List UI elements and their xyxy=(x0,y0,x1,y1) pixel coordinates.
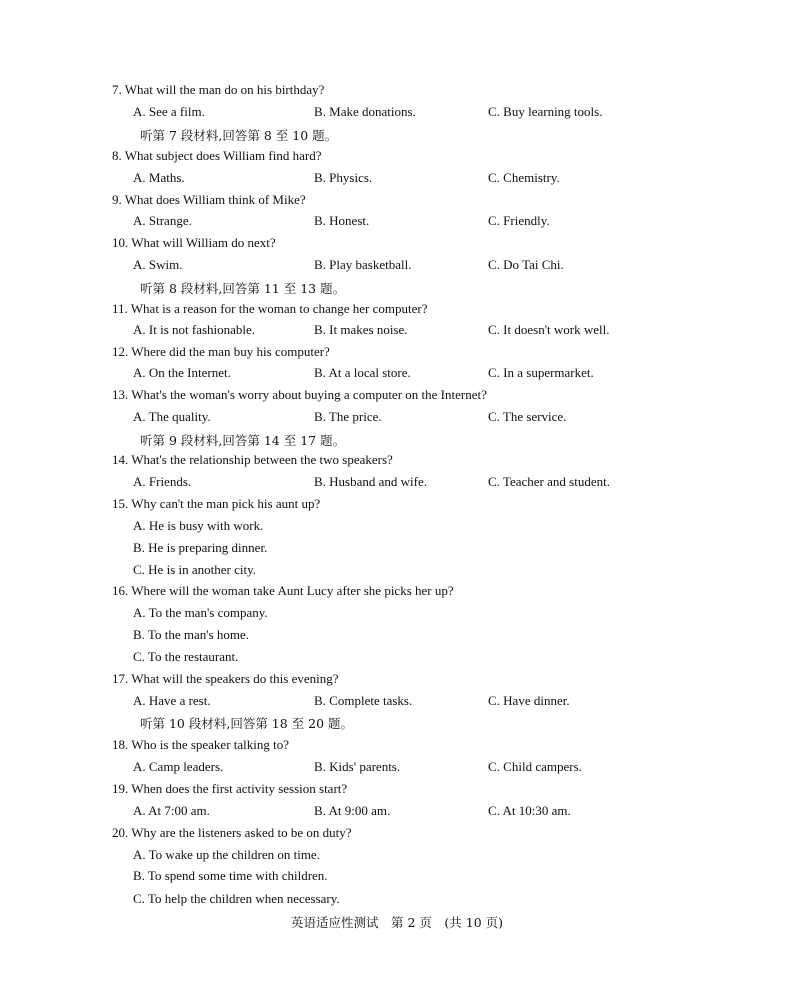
question-text: 8. What subject does William find hard? xyxy=(112,148,322,163)
answer-option: B. It makes noise. xyxy=(314,322,408,337)
answer-option: B. At a local store. xyxy=(314,365,411,380)
answer-option: C. It doesn't work well. xyxy=(488,322,610,337)
section-instruction: 听第 8 段材料,回答第 11 至 13 题。 xyxy=(140,281,346,296)
answer-option: B. The price. xyxy=(314,409,382,424)
answer-option: C. Chemistry. xyxy=(488,170,560,185)
answer-option: B. Husband and wife. xyxy=(314,474,428,489)
question-text: 13. What's the woman's worry about buying a computer on the Internet? xyxy=(112,387,487,402)
answer-option: A. It is not fashionable. xyxy=(133,322,256,337)
answer-option: C. In a supermarket. xyxy=(488,365,594,380)
answer-option: C. To the restaurant. xyxy=(133,649,239,664)
answer-option: B. Physics. xyxy=(314,170,373,185)
answer-option: C. Teacher and student. xyxy=(488,474,610,489)
answer-option: A. To the man's company. xyxy=(133,605,268,620)
answer-option: A. He is busy with work. xyxy=(133,518,264,533)
answer-option: B. Honest. xyxy=(314,213,370,228)
question-text: 16. Where will the woman take Aunt Lucy after she picks her up? xyxy=(112,583,454,598)
question-text: 9. What does William think of Mike? xyxy=(112,192,306,207)
answer-option: B. At 9:00 am. xyxy=(314,803,391,818)
answer-option: A. On the Internet. xyxy=(133,365,231,380)
question-text: 10. What will William do next? xyxy=(112,235,276,250)
question-text: 19. When does the first activity session start? xyxy=(112,781,348,796)
answer-option: A. Maths. xyxy=(133,170,185,185)
answer-option: C. The service. xyxy=(488,409,567,424)
answer-option: A. The quality. xyxy=(133,409,211,424)
answer-option: C. Have dinner. xyxy=(488,693,570,708)
question-text: 12. Where did the man buy his computer? xyxy=(112,344,330,359)
question-text: 20. Why are the listeners asked to be on duty? xyxy=(112,825,352,840)
question-text: 14. What's the relationship between the two speakers? xyxy=(112,452,393,467)
answer-option: C. To help the children when necessary. xyxy=(133,891,340,906)
section-instruction: 听第 9 段材料,回答第 14 至 17 题。 xyxy=(140,433,346,448)
answer-option: A. To wake up the children on time. xyxy=(133,847,320,862)
answer-option: B. To spend some time with children. xyxy=(133,868,328,883)
answer-option: C. Do Tai Chi. xyxy=(488,257,564,272)
question-text: 18. Who is the speaker talking to? xyxy=(112,737,290,752)
question-text: 17. What will the speakers do this evening? xyxy=(112,671,339,686)
question-text: 11. What is a reason for the woman to change her computer? xyxy=(112,301,428,316)
answer-option: A. Swim. xyxy=(133,257,183,272)
answer-option: C. Buy learning tools. xyxy=(488,104,603,119)
answer-option: C. He is in another city. xyxy=(133,562,256,577)
answer-option: B. Make donations. xyxy=(314,104,416,119)
question-text: 7. What will the man do on his birthday? xyxy=(112,82,325,97)
section-instruction: 听第 7 段材料,回答第 8 至 10 题。 xyxy=(140,128,338,143)
answer-option: A. Camp leaders. xyxy=(133,759,224,774)
answer-option: C. Friendly. xyxy=(488,213,550,228)
answer-option: A. See a film. xyxy=(133,104,205,119)
answer-option: A. Friends. xyxy=(133,474,192,489)
answer-option: A. Strange. xyxy=(133,213,192,228)
answer-option: B. He is preparing dinner. xyxy=(133,540,268,555)
section-instruction: 听第 10 段材料,回答第 18 至 20 题。 xyxy=(140,716,354,731)
answer-option: C. At 10:30 am. xyxy=(488,803,571,818)
question-text: 15. Why can't the man pick his aunt up? xyxy=(112,496,321,511)
answer-option: B. Play basketball. xyxy=(314,257,412,272)
answer-option: B. To the man's home. xyxy=(133,627,250,642)
answer-option: A. At 7:00 am. xyxy=(133,803,210,818)
answer-option: B. Kids' parents. xyxy=(314,759,401,774)
answer-option: C. Child campers. xyxy=(488,759,582,774)
answer-option: B. Complete tasks. xyxy=(314,693,413,708)
answer-option: A. Have a rest. xyxy=(133,693,211,708)
page-footer: 英语适应性测试 第 2 页 (共 10 页) xyxy=(290,915,503,930)
